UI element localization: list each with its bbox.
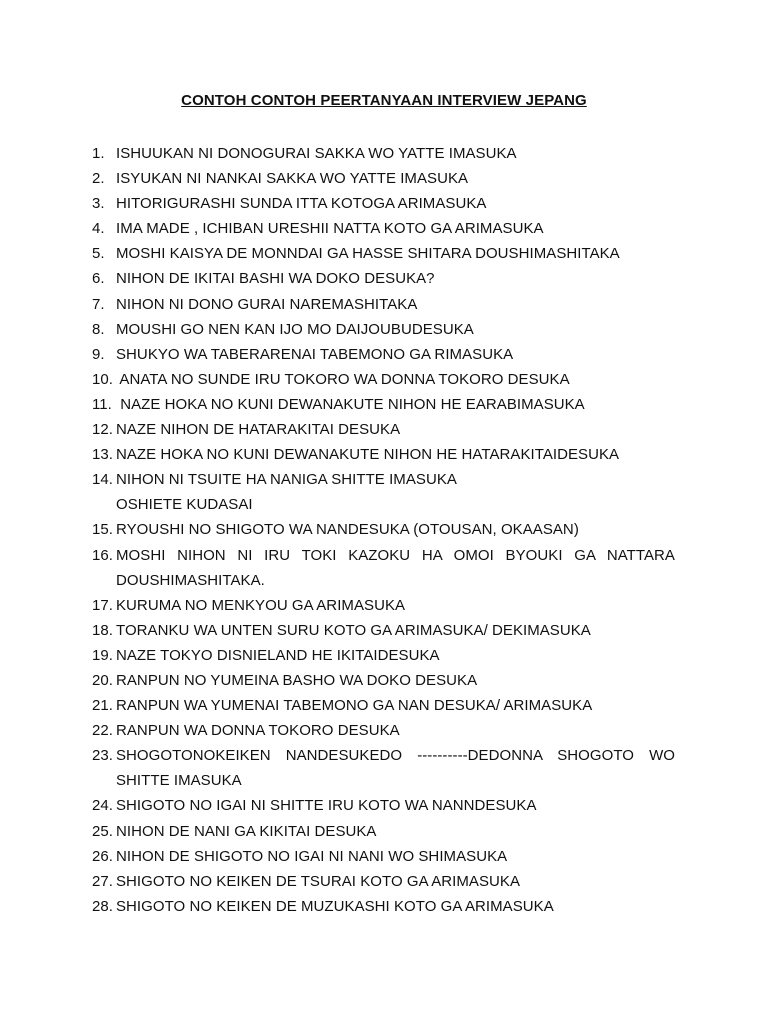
list-item (92, 593, 675, 618)
item-number: 11. (92, 395, 112, 413)
list-item (92, 894, 675, 919)
item-number: 5. (92, 245, 105, 263)
item-text (116, 543, 675, 593)
item-text: NIHON DE SHIGOTO NO IGAI NI NANI WO SHIMASUKA (116, 847, 508, 865)
list-item (92, 869, 675, 894)
item-number: 13. (92, 446, 114, 464)
list-item (92, 392, 675, 417)
item-text-line: SHOGOTONOKEIKEN NANDESUKEDO ----------DEDONNA SHOGOTO WO (116, 747, 675, 765)
item-text: NAZE HOKA NO KUNI DEWANAKUTE NIHON HE HATARAKITAIDESUKA (116, 446, 620, 464)
list-item (92, 618, 675, 643)
list-item (92, 718, 675, 743)
list-item (92, 417, 675, 442)
item-number: 8. (92, 320, 105, 338)
item-text: ISHUUKAN NI DONOGURAI SAKKA WO YATTE IMASUKA (116, 145, 517, 162)
item-number: 9. (92, 345, 105, 363)
list-item (92, 191, 675, 216)
item-text: SHIGOTO NO KEIKEN DE MUZUKASHI KOTO GA ARIMASUKA (116, 897, 554, 915)
item-text: NAZE NIHON DE HATARAKITAI DESUKA (116, 421, 401, 439)
item-text: NAZE TOKYO DISNIELAND HE IKITAIDESUKA (116, 646, 440, 664)
list-item (92, 543, 675, 593)
item-number: 24. (92, 797, 114, 815)
item-number: 4. (92, 220, 105, 238)
item-text: ISYUKAN NI NANKAI SAKKA WO YATTE IMASUKA (116, 170, 469, 188)
list-item (92, 643, 675, 668)
item-text: TORANKU WA UNTEN SURU KOTO GA ARIMASUKA/ DEKIMASUKA (116, 621, 591, 639)
item-number: 23. (92, 747, 114, 765)
item-text: SHIGOTO NO IGAI NI SHITTE IRU KOTO WA NANNDESUKA (116, 797, 537, 815)
item-text: NAZE HOKA NO KUNI DEWANAKUTE NIHON HE EARABIMASUKA (116, 395, 585, 413)
item-number: 10. (92, 370, 114, 388)
list-item (92, 844, 675, 869)
item-text: HITORIGURASHI SUNDA ITTA KOTOGA ARIMASUKA (116, 195, 487, 213)
item-text: NIHON NI DONO GURAI NAREMASHITAKA (116, 295, 418, 313)
item-text: ANATA NO SUNDE IRU TOKORO WA DONNA TOKORO DESUKA (116, 370, 570, 388)
list-item (92, 216, 675, 241)
item-number: 19. (92, 646, 114, 664)
item-number: 20. (92, 671, 114, 689)
list-item (92, 317, 675, 342)
item-number: 16. (92, 546, 114, 564)
item-text (116, 467, 675, 517)
item-text-line: MOSHI NIHON NI IRU TOKI KAZOKU HA OMOI BYOUKI GA NATTARA (116, 546, 675, 564)
item-text: RANPUN WA DONNA TOKORO DESUKA (116, 722, 400, 740)
item-text-line: SHITTE IMASUKA (116, 772, 242, 790)
item-number: 21. (92, 697, 114, 715)
list-item (92, 292, 675, 317)
item-text: IMA MADE , ICHIBAN URESHII NATTA KOTO GA ARIMASUKA (116, 220, 544, 238)
item-number: 6. (92, 270, 105, 288)
item-text (116, 743, 675, 793)
item-number: 12. (92, 421, 114, 439)
question-list (92, 141, 675, 919)
list-item (92, 743, 675, 793)
item-number: 3. (92, 195, 105, 213)
item-text: MOSHI KAISYA DE MONNDAI GA HASSE SHITARA DOUSHIMASHITAKA (116, 245, 620, 263)
list-item (92, 693, 675, 718)
item-text-line: OSHIETE KUDASAI (116, 496, 253, 514)
item-text: SHUKYO WA TABERARENAI TABEMONO GA RIMASUKA (116, 345, 514, 363)
list-item (92, 241, 675, 266)
item-number: 27. (92, 872, 114, 890)
item-number: 17. (92, 596, 114, 614)
list-item (92, 442, 675, 467)
list-item (92, 367, 675, 392)
item-number: 28. (92, 897, 114, 915)
item-number: 22. (92, 722, 114, 740)
document-title: CONTOH CONTOH PEERTANYAAN INTERVIEW JEPANG (181, 92, 587, 109)
item-number: 2. (92, 170, 105, 188)
item-text-line: NIHON NI TSUITE HA NANIGA SHITTE IMASUKA (116, 471, 457, 489)
list-item (92, 668, 675, 693)
item-text: RANPUN NO YUMEINA BASHO WA DOKO DESUKA (116, 671, 478, 689)
item-number: 15. (92, 521, 114, 539)
item-text: RANPUN WA YUMENAI TABEMONO GA NAN DESUKA/ ARIMASUKA (116, 697, 593, 715)
item-text: KURUMA NO MENKYOU GA ARIMASUKA (116, 596, 406, 614)
item-text: RYOUSHI NO SHIGOTO WA NANDESUKA (OTOUSAN, OKAASAN) (116, 521, 579, 539)
list-item (92, 141, 675, 166)
list-item (92, 467, 675, 517)
item-number: 26. (92, 847, 114, 865)
item-text: MOUSHI GO NEN KAN IJO MO DAIJOUBUDESUKA (116, 320, 474, 338)
list-item (92, 342, 675, 367)
list-item (92, 266, 675, 291)
item-number: 7. (92, 295, 105, 313)
list-item (92, 819, 675, 844)
item-text-line: DOUSHIMASHITAKA. (116, 571, 265, 589)
item-text: SHIGOTO NO KEIKEN DE TSURAI KOTO GA ARIMASUKA (116, 872, 521, 890)
item-text: NIHON DE NANI GA KIKITAI DESUKA (116, 822, 377, 840)
item-text: NIHON DE IKITAI BASHI WA DOKO DESUKA? (116, 270, 435, 288)
item-number: 25. (92, 822, 114, 840)
list-item (92, 517, 675, 542)
list-item (92, 793, 675, 818)
item-number: 1. (92, 145, 105, 162)
item-number: 14. (92, 471, 114, 489)
item-number: 18. (92, 621, 114, 639)
list-item (92, 166, 675, 191)
